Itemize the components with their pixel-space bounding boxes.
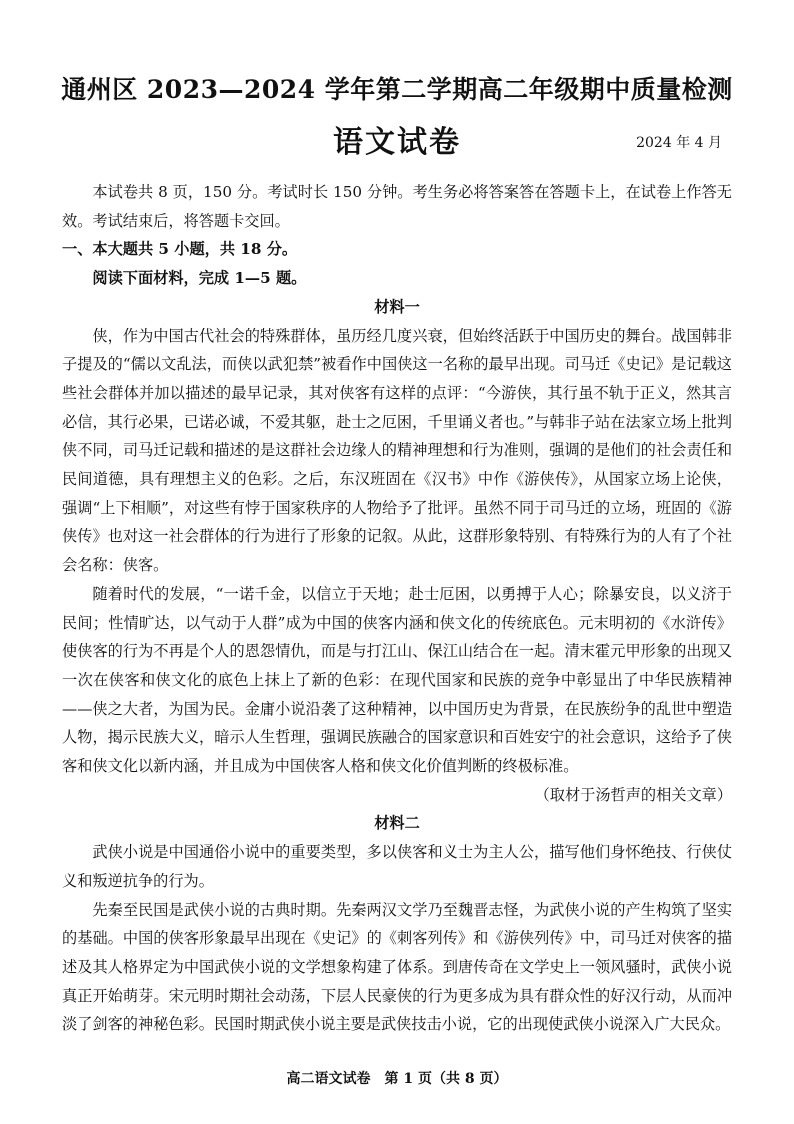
intro-text: 本试卷共 8 页，150 分。考试时长 150 分钟。考生务必将答案答在答题卡上，在试卷上作答无效。考试结束后，将答题卡交回。	[62, 183, 732, 230]
material-one-title: 材料一	[374, 297, 420, 316]
material-two-title: 材料二	[374, 814, 420, 833]
exam-title: 通州区 2023—2024 学年第二学期高二年级期中质量检测	[61, 75, 733, 104]
material-one-paragraph: 侠，作为中国古代社会的特殊群体，虽历经几度兴衰，但始终活跃于中国历史的舞台。战国韩非子提及的“儒以文乱法，而侠以武犯禁”被看作中国侠这一名称的最早出现。司马迁《史记》是记载这些社会群体并加以描述的最早记录，其对侠客有这样的点评：“今游侠，其行虽不轨于正义，然其言必信，其行必果，已诺必诚，不爱其躯，赴士之厄困，千里诵义者也。”与韩非子站在法家立场上批判侠不同，司马迁记载和描述的是这群社会边缘人的精神理想和行为准则，强调的是他们的社会责任和民间道德，具有理想主义的色彩。之后，东汉班固在《汉书》中作《游侠传》，从国家立场上论侠，强调“上下相顺”，对这些有悖于国家秩序的人物给予了批评。虽然不同于司马迁的立场，班固的《游侠传》也对这一社会群体的行为进行了形象的记叙。从此，这群形象特别、有特殊行为的人有了个社会名称：侠客。	[62, 326, 732, 575]
material-two-paragraph: 武侠小说是中国通俗小说中的重要类型，多以侠客和义士为主人公，描写他们身怀绝技、行侠仗义和叛逆抗争的行为。	[62, 843, 732, 890]
exam-date: 2024 年 4 月	[636, 135, 722, 151]
material-one-source: （取材于汤哲声的相关文章）	[534, 785, 732, 804]
section-heading: 一、本大题共 5 小题，共 18 分。	[62, 240, 298, 259]
exam-subject: 语文试卷	[333, 125, 461, 160]
section-instruction: 阅读下面材料，完成 1—5 题。	[92, 269, 307, 288]
material-one-paragraph: 随着时代的发展，“一诺千金，以信立于天地；赴士厄困，以勇搏于人心；除暴安良，以义济于民间；性情旷达，以气动于人群”成为中国的侠客内涵和侠文化的传统底色。元末明初的《水浒传》使侠客的行为不再是个人的恩怨情仇，而是与打江山、保江山结合在一起。清末霍元甲形象的出现又一次在侠客和侠文化的底色上抹上了新的色彩：在现代国家和民族的竞争中彰显出了中华民族精神——侠之大者，为国为民。金庸小说沿袭了这种精神，以中国历史为背景，在民族纷争的乱世中塑造人物，揭示民族大义，暗示人生哲理，强调民族融合的国家意识和百姓安宁的社会意识，这给予了侠客和侠文化以新内涵，并且成为中国侠客人格和侠文化价值判断的终极标准。	[62, 584, 732, 776]
material-two-paragraph: 先秦至民国是武侠小说的古典时期。先秦两汉文学乃至魏晋志怪，为武侠小说的产生构筑了坚实的基础。中国的侠客形象最早出现在《史记》的《刺客列传》和《游侠列传》中，司马迁对侠客的描述及其人格界定为中国武侠小说的文学想象构建了体系。到唐传奇在文学史上一领风骚时，武侠小说真正开始萌芽。宋元明时期社会动荡，下层人民豪侠的行为更多成为具有群众性的好汉行动，从而冲淡了剑客的神秘色彩。民国时期武侠小说主要是武侠技击小说，它的出现使武侠小说深入广大民众。	[62, 900, 732, 1034]
page-footer: 高二语文试卷 第 1 页（共 8 页）	[286, 1071, 508, 1087]
exam-body	[62, 178, 732, 1039]
